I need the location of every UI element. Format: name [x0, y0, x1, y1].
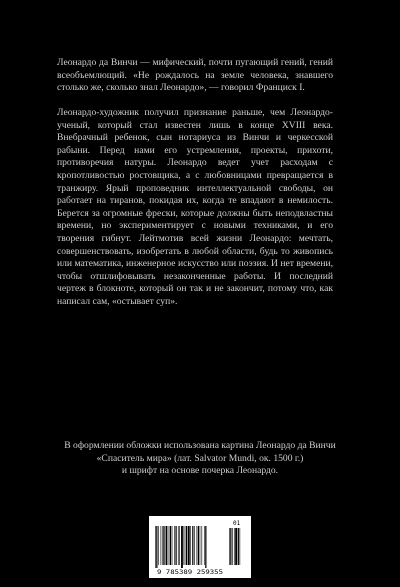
intro-paragraph: Леонардо да Винчи — мифический, почти пугающий гений, гений всеобъемлющий. «Не рождалось на земле человека, знавшего столько же, сколько знал Леонардо», — говорил Франциск I.	[57, 57, 333, 94]
barcode-bar	[204, 526, 205, 565]
barcode-bar	[200, 526, 201, 565]
barcode-bar	[192, 526, 193, 565]
barcode-digits: 9 785389 259355	[157, 569, 224, 576]
barcode-bar	[185, 526, 186, 565]
barcode-bar	[194, 526, 195, 565]
barcode-bars	[155, 526, 206, 568]
barcode-bar	[169, 526, 170, 565]
isbn-barcode	[149, 516, 251, 578]
barcode-bar	[172, 526, 173, 565]
barcode-addon-bar	[230, 528, 231, 565]
barcode-bar	[190, 526, 191, 565]
barcode-bar	[186, 526, 187, 565]
barcode-addon-bars	[229, 528, 240, 565]
barcode-addon-bar	[235, 528, 237, 565]
barcode-addon-bar	[229, 528, 230, 565]
cover-credit-line-2: «Спаситель мира» (лат. Salvator Mundi, ок. 1500 г.)	[96, 452, 304, 464]
barcode-bar	[174, 526, 175, 565]
barcode-bar	[188, 526, 190, 565]
barcode-bar	[202, 526, 203, 565]
barcode-addon-digits: 01	[233, 520, 241, 527]
barcode-bar	[181, 526, 183, 568]
cover-credit-line-1: В оформлении обложки использована картина Леонардо да Винчи	[64, 440, 336, 451]
barcode-addon-bar	[234, 528, 235, 565]
barcode-bar	[166, 526, 168, 565]
barcode-bar	[179, 526, 180, 565]
cover-credit-line-3: и шрифт на основе почерка Леонардо.	[121, 465, 279, 477]
barcode-bar	[197, 526, 198, 565]
barcode-bar	[175, 526, 176, 565]
barcode-addon-bar	[238, 528, 239, 565]
barcode-bar	[205, 526, 206, 568]
barcode-addon-bar	[232, 528, 233, 565]
barcode-addon-bar	[240, 528, 241, 565]
barcode-bar	[161, 526, 162, 565]
barcode-bar	[158, 526, 159, 565]
cover-credit	[40, 440, 360, 478]
barcode-bar	[178, 526, 179, 565]
barcode-graphic	[149, 516, 251, 578]
barcode-bar	[184, 526, 185, 565]
description-paragraph: Леонардо-художник получил признание раньше, чем Леонардо-ученый, который стал известен лишь в конце XVIII века. Внебрачный ребенок, сын нотариуса из Винчи и черкесской рабыни. Перед нами его устремления, проекты, прихоти, противоречия натуры. Леонардо ведет учет расходам с кропотливостью ростовщика, а с любовницами превращается в транжиру. Ярый проповедник интеллектуальной свободы, он работает на тиранов, покидая их, когда те впадают в немилость. Берется за огромные фрески, которые должны быть неподвластны времени, но экспериментирует с новыми техниками, и его творения гибнут. Лейтмотив всей жизни Леонардо: мечтать, совершенствовать, изобретать в любой области, будь то живопись или математика, инженерное искусство или поэзия. И нет времени, чтобы отшлифовывать незаконченные работы. И последний чертеж в блокноте, который он так и не закончит, потому что, как написал сам, «остывает суп».	[57, 107, 333, 307]
barcode-bar	[198, 526, 199, 565]
barcode-bar	[156, 526, 157, 568]
barcode-bar	[164, 526, 165, 565]
barcode-bar	[170, 526, 171, 565]
barcode-bar	[155, 526, 156, 568]
barcode-bar	[162, 526, 163, 565]
